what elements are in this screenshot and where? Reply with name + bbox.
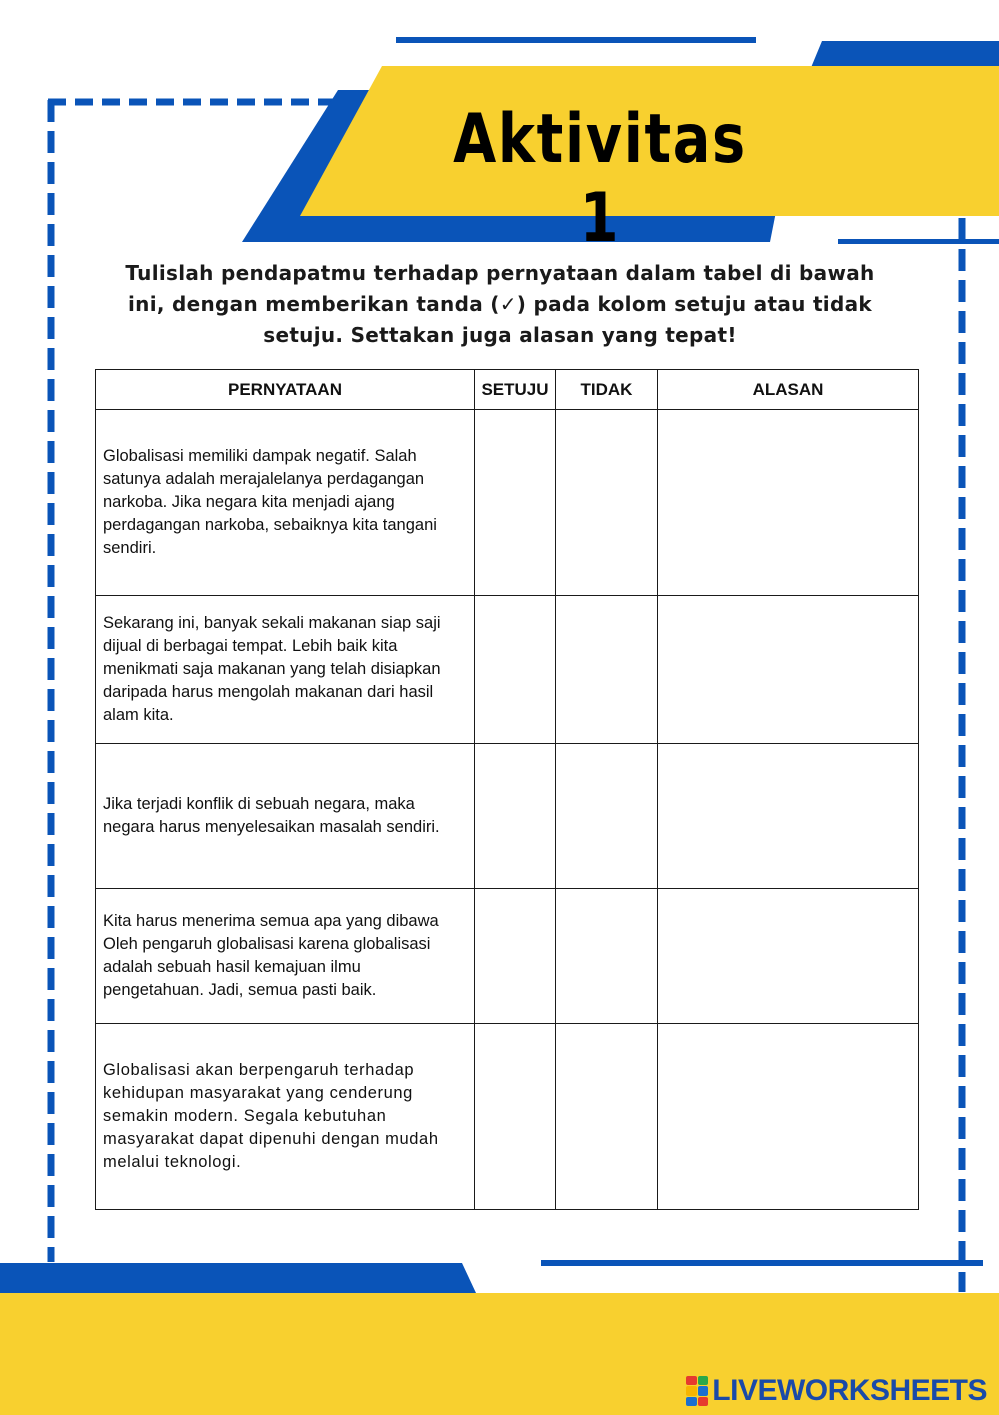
banner-blue-corner — [810, 41, 999, 70]
liveworksheets-logo[interactable] — [686, 1372, 987, 1410]
statement-cell: Kita harus menerima semua apa yang dibawa Oleh pengaruh globalisasi karena globalisasi adalah sebuah hasil kemajuan ilmu pengetahuan. Jadi, semua pasti baik. — [96, 889, 475, 1024]
alasan-cell[interactable] — [658, 410, 919, 596]
statement-table — [95, 369, 919, 1210]
top-blue-line — [396, 37, 756, 43]
tidak-cell[interactable] — [556, 889, 658, 1024]
table-header-row — [96, 370, 919, 410]
statement-cell: Jika terjadi konflik di sebuah negara, maka negara harus menyelesaikan masalah sendiri. — [96, 744, 475, 889]
setuju-cell[interactable] — [475, 410, 556, 596]
bottom-blue-line — [541, 1260, 983, 1266]
table-row — [96, 596, 919, 744]
alasan-cell[interactable] — [658, 889, 919, 1024]
setuju-cell[interactable] — [475, 889, 556, 1024]
statement-cell: Sekarang ini, banyak sekali makanan siap saji dijual di berbagai tempat. Lebih baik kita menikmati saja makanan yang telah disiapkan daripada harus mengolah makanan dari hasil alam kita. — [96, 596, 475, 744]
statement-cell: Globalisasi memiliki dampak negatif. Salah satunya adalah merajalelanya perdagangan narkoba. Jika negara kita menjadi ajang perdagangan narkoba, sebaiknya kita tangani sendiri. — [96, 410, 475, 596]
bottom-blue-shape — [0, 1263, 476, 1293]
table-row — [96, 744, 919, 889]
header-pernyataan: PERNYATAAN — [96, 370, 475, 410]
page-title: Aktivitas 1 — [453, 100, 747, 258]
header-tidak: TIDAK — [556, 370, 658, 410]
tidak-cell[interactable] — [556, 410, 658, 596]
statement-cell: Globalisasi akan berpengaruh terhadap kehidupan masyarakat yang cenderung semakin modern. Segala kebutuhan masyarakat dapat dipenuhi dengan mudah melalui teknologi. — [96, 1024, 475, 1210]
logo-text: LIVEWORKSHEETS — [712, 1374, 987, 1407]
tidak-cell[interactable] — [556, 1024, 658, 1210]
alasan-cell[interactable] — [658, 596, 919, 744]
setuju-cell[interactable] — [475, 1024, 556, 1210]
alasan-cell[interactable] — [658, 744, 919, 889]
alasan-cell[interactable] — [658, 1024, 919, 1210]
header-alasan: ALASAN — [658, 370, 919, 410]
table-row — [96, 1024, 919, 1210]
right-blue-line — [838, 239, 999, 244]
liveworksheets-logo-icon — [686, 1376, 708, 1406]
setuju-cell[interactable] — [475, 596, 556, 744]
instructions-text: Tulislah pendapatmu terhadap pernyataan dalam tabel di bawah ini, dengan memberikan tanda (✓) pada kolom setuju atau tidak setuju. Settakan juga alasan yang tepat! — [125, 261, 875, 347]
tidak-cell[interactable] — [556, 596, 658, 744]
tidak-cell[interactable] — [556, 744, 658, 889]
header-setuju: SETUJU — [475, 370, 556, 410]
table-row — [96, 889, 919, 1024]
setuju-cell[interactable] — [475, 744, 556, 889]
table-row — [96, 410, 919, 596]
